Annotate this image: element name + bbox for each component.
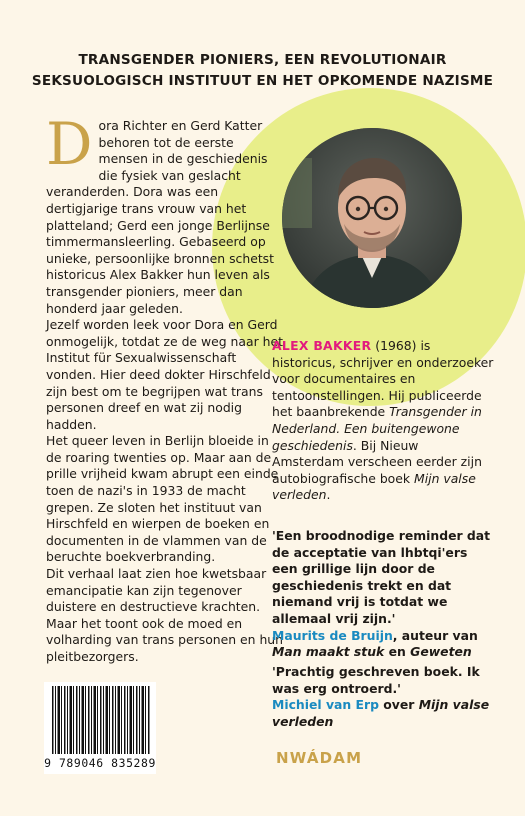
drop-cap: D [46, 110, 93, 178]
author-name: ALEX BAKKER [272, 338, 372, 353]
barcode-bars [52, 686, 150, 754]
bio-text: . [326, 487, 331, 503]
blurb-text: ora Richter en Gerd Katter behoren tot de eerste mensen in de geschiedenis die fysiek van geslacht veranderden. Dora was een dertigjarige trans vrouw van het platteland; Gerd een jonge Berlijnse timmermansleerling. Gebaseerd op unieke, persoonlijke bronnen schetst historicus Alex Bakker hun leven als transgender pioniers, meer dan honderd jaar geleden. [46, 118, 274, 316]
quote-attribution [272, 628, 497, 661]
publisher-logo: NWÁDAM [276, 749, 363, 767]
attribution-work: Geweten [410, 644, 472, 660]
attribution-text: over [378, 697, 419, 713]
author-portrait [282, 128, 462, 308]
isbn-number: 9 789046 835289 [44, 756, 156, 770]
blurb [46, 110, 286, 666]
headline [0, 50, 525, 92]
quote-text: 'Een broodnodige reminder dat de acceptatie van lhbtqi'ers een grillige lijn door de geschiedenis trekt en dat niemand vrij is totdat we allemaal vrij zijn.' [272, 528, 491, 626]
barcode [44, 682, 156, 774]
bio-text: . Bij Nieuw Amsterdam verscheen eerder zijn autobiografische boek [272, 437, 482, 486]
attribution-text: , auteur van [392, 627, 478, 643]
attribution-text: en [384, 644, 411, 660]
author-bio [272, 338, 494, 504]
blurb-paragraph: Het queer leven in Berlijn bloeide in de roaring twenties op. Maar aan de prille vrijheid kwam abrupt een einde toen de nazi's in 1933 de macht grepen. Ze sloten het instituut van Hirschfeld en wierpen de boeken en documenten in de vlammen van de beruchte boekverbranding. [46, 433, 279, 565]
portrait-illustration [282, 128, 462, 308]
quote-author: Maurits de Bruijn [272, 627, 393, 643]
attribution-work: Man maakt stuk [272, 644, 385, 660]
quote-attribution [272, 697, 497, 730]
headline-line: SEKSUOLOGISCH INSTITUUT EN HET OPKOMENDE NAZISME [31, 73, 494, 89]
blurb-paragraph: Jezelf worden leek voor Dora en Gerd onmogelijk, totdat ze de weg naar het Institut für Sexualwissenschaft vonden. Hier deed dokter Hirschfeld zijn best om te begrijpen wat trans personen dreef en wat zij nodig hadden. [46, 317, 283, 432]
review-quote [272, 528, 497, 661]
blurb-paragraph: Dit verhaal laat zien hoe kwetsbaar emancipatie kan zijn tegenover duistere en destructieve krachten. Maar het toont ook de moed en volharding van trans personen en hun pleitbezorgers. [46, 566, 284, 664]
review-quote [272, 664, 497, 730]
bio-book-title: Mijn valse verleden [272, 470, 476, 503]
attribution-work: Mijn valse verleden [272, 697, 490, 729]
headline-line: TRANSGENDER PIONIERS, EEN REVOLUTIONAIR [78, 52, 447, 68]
bio-book-title: Transgender in Nederland. Een buitengewone geschiedenis [272, 404, 482, 453]
bio-text: (1968) is historicus, schrijver en onderzoeker voor documentaires en tentoonstellingen. Hij publiceerde het baanbrekende [272, 338, 494, 420]
blurb-paragraph [46, 110, 286, 317]
quote-author: Michiel van Erp [272, 697, 379, 713]
quote-text: 'Prachtig geschreven boek. Ik was erg ontroerd.' [272, 664, 480, 696]
